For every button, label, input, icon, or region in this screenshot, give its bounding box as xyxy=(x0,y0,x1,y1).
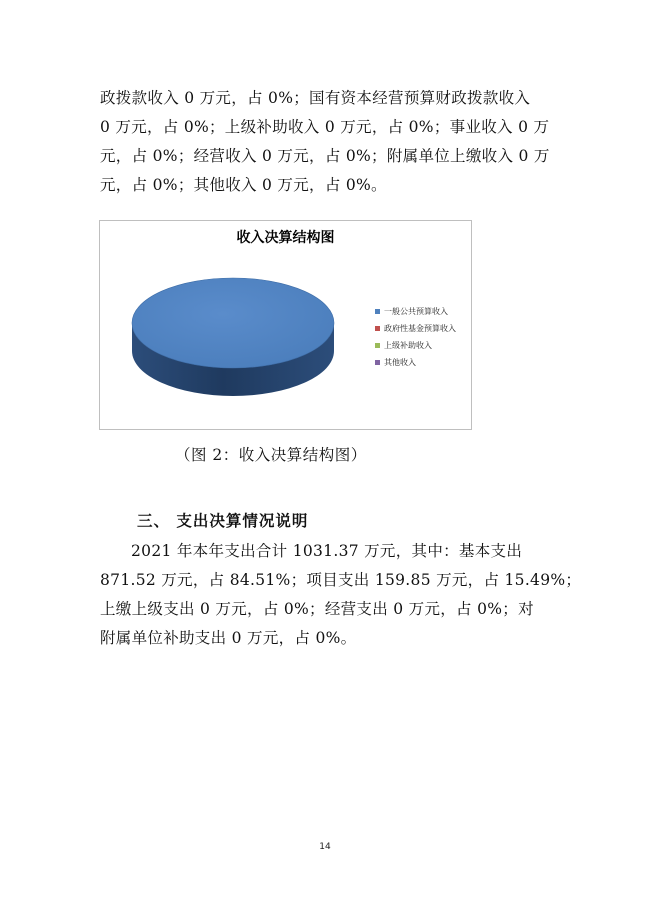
legend-item xyxy=(375,303,456,320)
intro-paragraph xyxy=(100,84,552,200)
expense-paragraph xyxy=(100,537,582,653)
legend-item xyxy=(375,320,456,337)
legend-swatch xyxy=(375,326,380,331)
legend-swatch xyxy=(375,360,380,365)
text-line: 元，占 0%；经营收入 0 万元，占 0%；附属单位上缴收入 0 万 xyxy=(100,147,550,165)
legend-item xyxy=(375,337,456,354)
legend-label: 上级补助收入 xyxy=(384,341,432,350)
legend-label: 其他收入 xyxy=(384,358,416,367)
legend-swatch xyxy=(375,343,380,348)
pie-slice xyxy=(132,278,334,368)
text-line: 2021 年本年支出合计 1031.37 万元，其中：基本支出 xyxy=(131,542,523,560)
text-line: 政拨款收入 0 万元，占 0%；国有资本经营预算财政拨款收入 xyxy=(100,89,531,107)
text-line: 元，占 0%；其他收入 0 万元，占 0%。 xyxy=(100,176,387,194)
figure-caption: （图 2：收入决算结构图） xyxy=(175,446,367,464)
legend-item xyxy=(375,354,456,371)
chart-title: 收入决算结构图 xyxy=(236,230,335,246)
legend-swatch xyxy=(375,309,380,314)
text-line: 附属单位补助支出 0 万元，占 0%。 xyxy=(100,629,357,647)
page-number: 14 xyxy=(319,842,331,852)
chart-legend xyxy=(375,303,456,371)
text-line: 871.52 万元，占 84.51%；项目支出 159.85 万元，占 15.49%； xyxy=(100,571,582,589)
legend-label: 一般公共预算收入 xyxy=(384,307,448,316)
text-line: 0 万元，占 0%；上级补助收入 0 万元，占 0%；事业收入 0 万 xyxy=(100,118,550,136)
income-structure-chart xyxy=(99,220,472,430)
text-line: 上缴上级支出 0 万元，占 0%；经营支出 0 万元，占 0%；对 xyxy=(100,600,534,618)
section-heading: 三、 支出决算情况说明 xyxy=(137,512,309,530)
legend-label: 政府性基金预算收入 xyxy=(384,324,456,333)
